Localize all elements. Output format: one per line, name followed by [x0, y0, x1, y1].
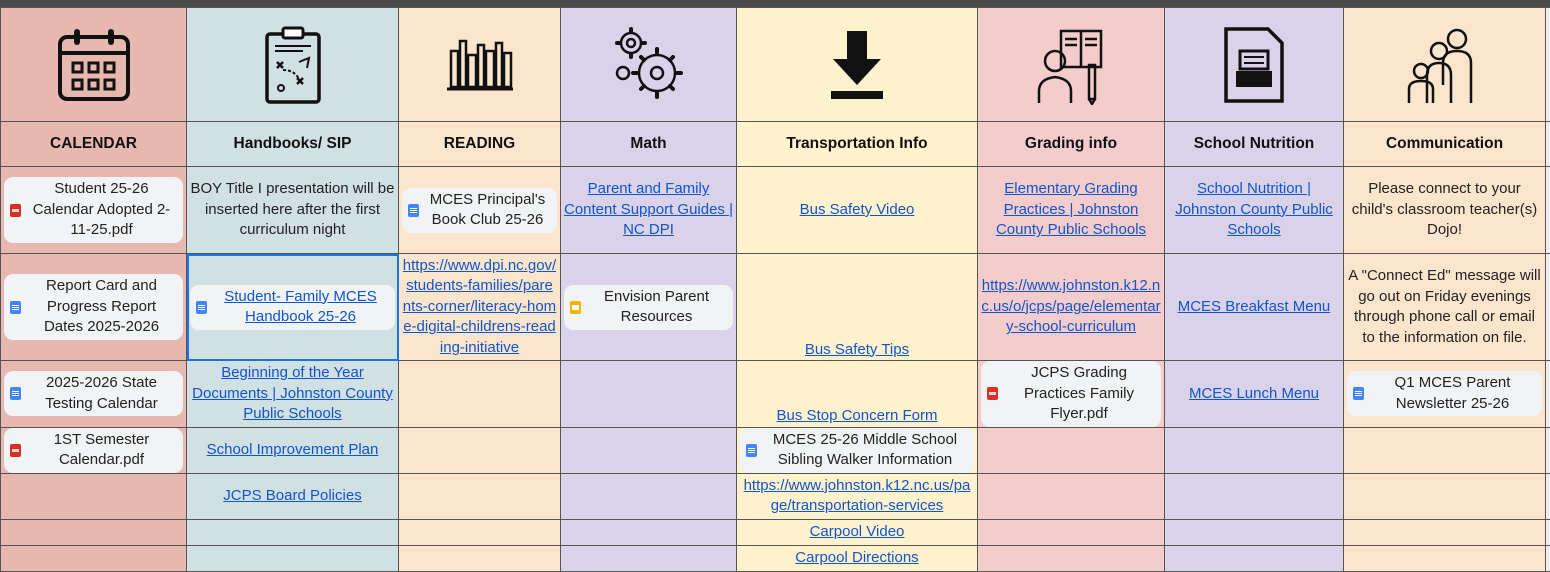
document-drawer-icon: [1222, 25, 1286, 105]
family-icon-cell[interactable]: [1344, 8, 1546, 122]
nutrition-cell-3[interactable]: [1165, 361, 1344, 428]
transportation-cell-6[interactable]: [737, 519, 978, 545]
doc-icon: [746, 444, 757, 457]
handbooks-cell-5[interactable]: [187, 473, 399, 519]
clipboard-strategy-icon: [263, 26, 323, 104]
handbooks-cell-1[interactable]: BOY Title I presentation will be inserted here after the first curriculum night: [187, 167, 399, 254]
boy-documents-link[interactable]: Beginning of the Year Documents | Johnston County Public Schools: [192, 364, 393, 422]
download-icon: [829, 29, 885, 101]
calendar-cell-1[interactable]: [1, 167, 187, 254]
calendar-icon: [56, 27, 132, 103]
reading-cell-2[interactable]: [399, 254, 561, 361]
reading-cell-1[interactable]: [399, 167, 561, 254]
handbooks-cell-2[interactable]: [187, 254, 399, 361]
dpi-literacy-link[interactable]: https://www.dpi.nc.gov/students-families/parents-corner/literacy-home-digital-childrens-reading-initiative: [402, 256, 557, 359]
doc-icon: [196, 301, 207, 314]
pdf-icon: [10, 444, 21, 457]
breakfast-menu-link[interactable]: MCES Breakfast Menu: [1178, 298, 1331, 315]
pdf-icon: [10, 204, 21, 217]
school-improvement-link[interactable]: School Improvement Plan: [207, 441, 379, 458]
grading-practices-link[interactable]: Elementary Grading Practices | Johnston County Public Schools: [996, 180, 1146, 238]
math-support-guides-link[interactable]: Parent and Family Content Support Guides | NC DPI: [564, 180, 733, 238]
curriculum-link[interactable]: https://www.johnston.k12.nc.us/o/jcps/page/elementary-school-curriculum: [981, 276, 1161, 338]
calendar-cell-3[interactable]: [1, 361, 187, 428]
header-calendar[interactable]: CALENDAR: [1, 122, 187, 167]
bus-stop-concern-link[interactable]: Bus Stop Concern Form: [777, 407, 938, 424]
book-club-chip[interactable]: MCES Principal's Book Club 25-26: [402, 188, 557, 233]
transportation-cell-2[interactable]: [737, 254, 978, 361]
communication-cell-2[interactable]: A "Connect Ed" message will go out on Friday evenings through phone call or email to the information on file.: [1344, 254, 1546, 361]
calendar-file-chip[interactable]: Student 25-26 Calendar Adopted 2-11-25.pdf: [4, 177, 183, 243]
handbook-chip[interactable]: Student- Family MCES Handbook 25-26: [190, 285, 395, 330]
bus-safety-tips-link[interactable]: Bus Safety Tips: [805, 341, 909, 358]
doc-icon: [10, 301, 21, 314]
bookshelf-icon-cell[interactable]: [399, 8, 561, 122]
reading-person-icon-cell[interactable]: [978, 8, 1165, 122]
lunch-menu-link[interactable]: MCES Lunch Menu: [1189, 385, 1319, 402]
handbooks-cell-3[interactable]: [187, 361, 399, 428]
testing-calendar-chip[interactable]: 2025-2026 State Testing Calendar: [4, 371, 183, 416]
doc-icon: [408, 204, 419, 217]
header-grading[interactable]: Grading info: [978, 122, 1165, 167]
window-top-bar: [0, 0, 1550, 7]
calendar-cell-2[interactable]: [1, 254, 187, 361]
transportation-services-link[interactable]: https://www.johnston.k12.nc.us/page/transportation-services: [740, 476, 974, 517]
header-communication[interactable]: Communication: [1344, 122, 1546, 167]
header-math[interactable]: Math: [561, 122, 737, 167]
handbooks-cell-4[interactable]: [187, 427, 399, 473]
newsletter-chip[interactable]: Q1 MCES Parent Newsletter 25-26: [1347, 371, 1542, 416]
header-reading[interactable]: READING: [399, 122, 561, 167]
slides-icon: [570, 301, 581, 314]
header-nutrition[interactable]: School Nutrition: [1165, 122, 1344, 167]
bus-safety-video-link[interactable]: Bus Safety Video: [800, 201, 915, 218]
envision-chip[interactable]: Envision Parent Resources: [564, 285, 733, 330]
doc-icon: [10, 387, 21, 400]
header-transportation[interactable]: Transportation Info: [737, 122, 978, 167]
nutrition-cell-2[interactable]: [1165, 254, 1344, 361]
transportation-cell-3[interactable]: [737, 361, 978, 428]
gears-icon-cell[interactable]: [561, 8, 737, 122]
communication-cell-3[interactable]: [1344, 361, 1546, 428]
grading-flyer-chip[interactable]: JCPS Grading Practices Family Flyer.pdf: [981, 361, 1161, 427]
document-drawer-icon-cell[interactable]: [1165, 8, 1344, 122]
bookshelf-icon: [445, 37, 515, 93]
pdf-icon: [987, 387, 998, 400]
calendar-cell-4[interactable]: [1, 427, 187, 473]
header-handbooks[interactable]: Handbooks/ SIP: [187, 122, 399, 167]
grading-cell-2[interactable]: [978, 254, 1165, 361]
communication-cell-1[interactable]: Please connect to your child's classroom teacher(s) Dojo!: [1344, 167, 1546, 254]
transportation-cell-5[interactable]: [737, 473, 978, 519]
spreadsheet-grid: [0, 7, 1550, 572]
clipboard-icon-cell[interactable]: [187, 8, 399, 122]
semester-calendar-chip[interactable]: 1ST Semester Calendar.pdf: [4, 428, 183, 473]
doc-icon: [1353, 387, 1364, 400]
board-policies-link[interactable]: JCPS Board Policies: [223, 487, 361, 504]
carpool-video-link[interactable]: Carpool Video: [810, 523, 905, 540]
math-cell-1[interactable]: [561, 167, 737, 254]
calendar-icon-cell[interactable]: [1, 8, 187, 122]
overflow-column: [1546, 8, 1550, 122]
carpool-directions-link[interactable]: Carpool Directions: [795, 549, 918, 566]
transportation-cell-4[interactable]: [737, 427, 978, 473]
sibling-walker-chip[interactable]: MCES 25-26 Middle School Sibling Walker Information: [740, 428, 974, 473]
transportation-cell-1[interactable]: [737, 167, 978, 254]
gears-icon: [609, 25, 689, 105]
nutrition-cell-1[interactable]: [1165, 167, 1344, 254]
grading-cell-1[interactable]: [978, 167, 1165, 254]
report-card-chip[interactable]: Report Card and Progress Report Dates 2025-2026: [4, 274, 183, 340]
family-icon: [1405, 25, 1485, 105]
download-icon-cell[interactable]: [737, 8, 978, 122]
school-nutrition-link[interactable]: School Nutrition | Johnston County Public Schools: [1175, 180, 1333, 238]
transportation-cell-7[interactable]: [737, 545, 978, 571]
reading-person-icon: [1031, 25, 1111, 105]
math-cell-2[interactable]: [561, 254, 737, 361]
grading-cell-3[interactable]: [978, 361, 1165, 428]
